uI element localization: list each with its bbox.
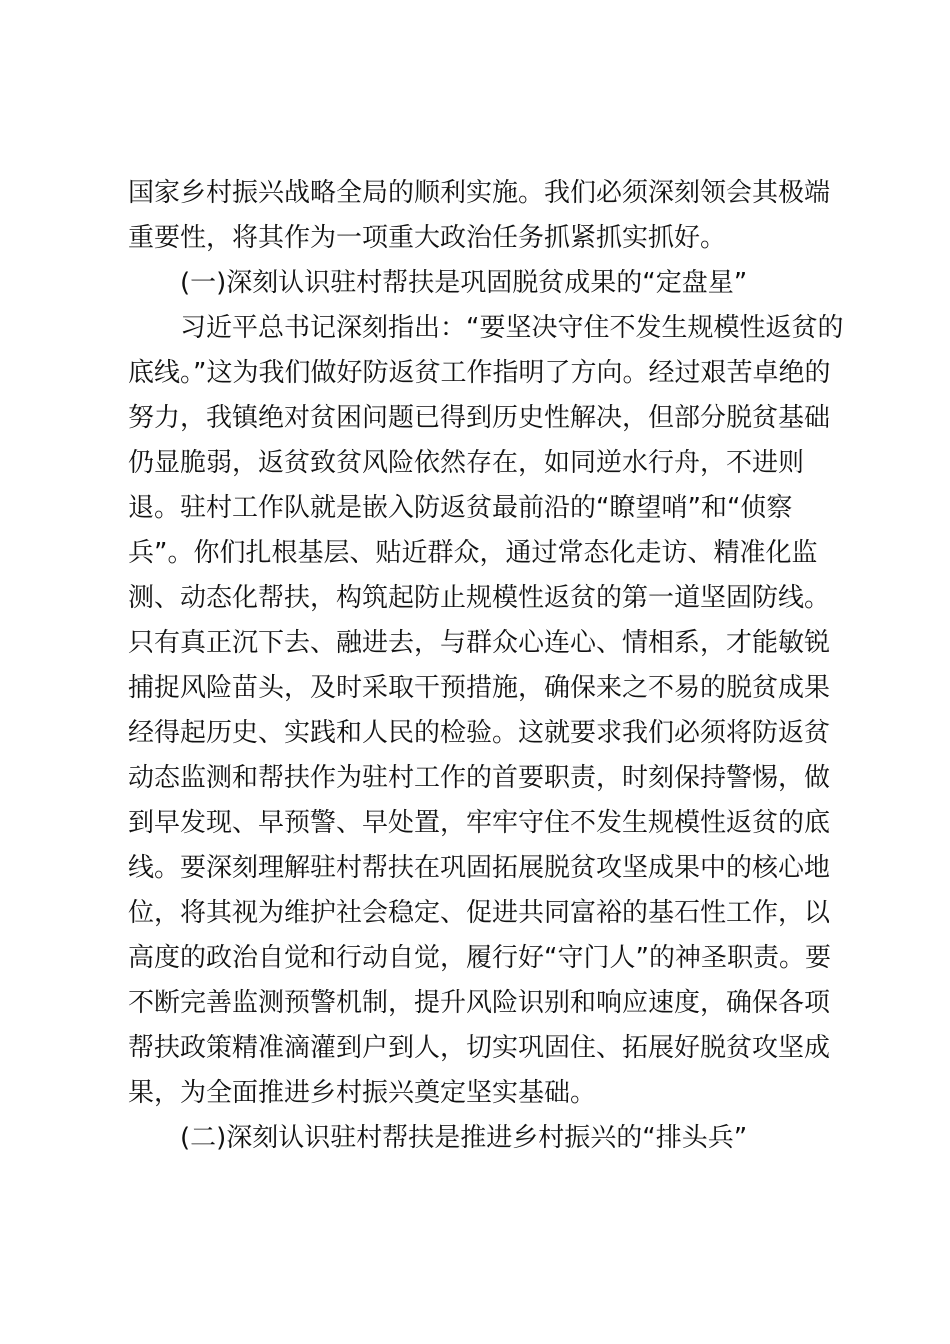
text-line-9: 兵”。你们扎根基层、贴近群众，通过常态化走访、精准化监 — [128, 538, 818, 568]
text-line-19: 不断完善监测预警机制，提升风险识别和响应速度，确保各项 — [128, 988, 831, 1018]
text-line-14: 动态监测和帮扶作为驻村工作的首要职责，时刻保持警惕，做 — [128, 763, 831, 793]
text-line-8: 退。驻村工作队就是嵌入防返贫最前沿的“瞭望哨”和“侦察 — [128, 493, 793, 523]
text-line-1: 国家乡村振兴战略全局的顺利实施。我们必须深刻领会其极端 — [128, 178, 831, 208]
text-line-10: 测、动态化帮扶，构筑起防止规模性返贫的第一道坚固防线。 — [128, 583, 831, 613]
text-line-20: 帮扶政策精准滴灌到户到人，切实巩固住、拓展好脱贫攻坚成 — [128, 1033, 831, 1063]
text-line-2: 重要性，将其作为一项重大政治任务抓紧抓实抓好。 — [128, 223, 727, 253]
text-line-12: 捕捉风险苗头，及时采取干预措施，确保来之不易的脱贫成果 — [128, 673, 831, 703]
text-line-5: 底线。”这为我们做好防返贫工作指明了方向。经过艰苦卓绝的 — [128, 358, 831, 388]
text-line-18: 高度的政治自觉和行动自觉，履行好“守门人”的神圣职责。要 — [128, 943, 831, 973]
text-line-16: 线。要深刻理解驻村帮扶在巩固拓展脱贫攻坚成果中的核心地 — [128, 853, 831, 883]
text-line-15: 到早发现、早预警、早处置，牢牢守住不发生规模性返贫的底 — [128, 808, 831, 838]
section-heading-1: (一)深刻认识驻村帮扶是巩固脱贫成果的“定盘星” — [180, 268, 748, 298]
text-line-21: 果，为全面推进乡村振兴奠定坚实基础。 — [128, 1078, 597, 1108]
text-line-6: 努力，我镇绝对贫困问题已得到历史性解决，但部分脱贫基础 — [128, 403, 831, 433]
text-line-7: 仍显脆弱，返贫致贫风险依然存在，如同逆水行舟，不进则 — [128, 448, 805, 478]
text-line-13: 经得起历史、实践和人民的检验。这就要求我们必须将防返贫 — [128, 718, 831, 748]
text-line-17: 位，将其视为维护社会稳定、促进共同富裕的基石性工作，以 — [128, 898, 831, 928]
text-line-4: 习近平总书记深刻指出：“要坚决守住不发生规模性返贫的 — [180, 313, 844, 343]
section-heading-2: (二)深刻认识驻村帮扶是推进乡村振兴的“排头兵” — [180, 1123, 748, 1153]
text-line-11: 只有真正沉下去、融进去，与群众心连心、情相系，才能敏锐 — [128, 628, 831, 658]
